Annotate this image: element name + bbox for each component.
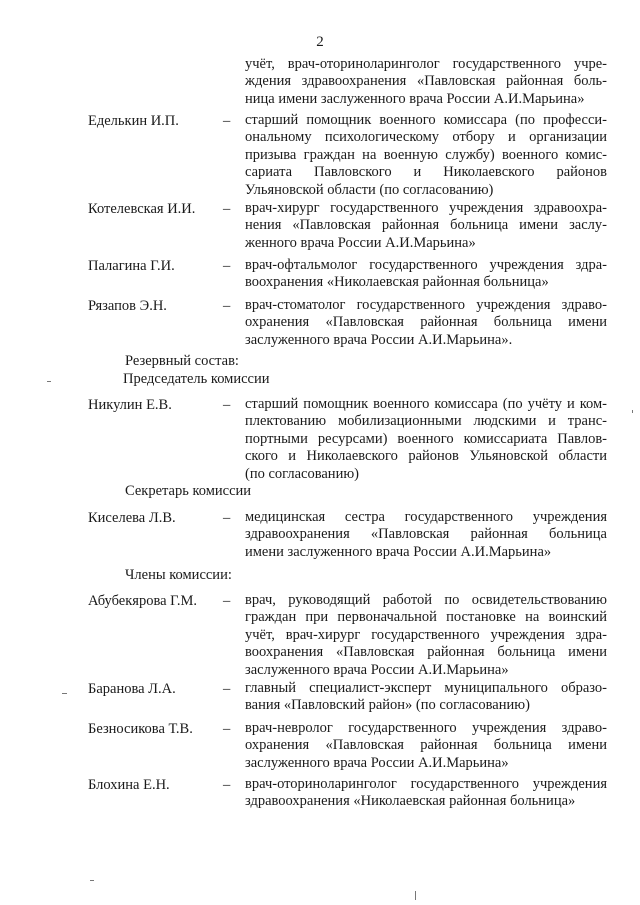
description-line: сариата Павловского и Николаевского районов	[245, 164, 607, 181]
member-description	[245, 257, 607, 292]
secretary-heading: Секретарь комиссии	[125, 483, 252, 499]
members-heading: Члены комиссии:	[125, 567, 232, 583]
description-line: врач-стоматолог государственного учреждения здраво-	[245, 297, 607, 313]
dash-separator: –	[223, 397, 231, 413]
description-line: главный специалист-эксперт муниципального образо-	[245, 680, 607, 696]
reserve-heading: Резервный состав:	[125, 353, 239, 369]
member-name: Блохина Е.Н.	[88, 777, 170, 793]
description-line: ница имени заслуженного врача России А.И.Марьина»	[245, 90, 585, 107]
description-line: старший помощник военного комиссара (по професси-	[245, 112, 607, 128]
member-description	[245, 680, 607, 715]
dash-separator: –	[223, 593, 231, 609]
dash-separator: –	[223, 510, 231, 526]
description-line: здравоохранения «Павловская районная больница	[245, 526, 607, 543]
description-line: учёт, врач-оториноларинголог государственного учре-	[245, 56, 607, 72]
member-name: Рязапов Э.Н.	[88, 298, 167, 314]
dash-separator: –	[223, 777, 231, 793]
scan-speck	[632, 410, 633, 413]
description-line: воохранения «Николаевская районная больница»	[245, 274, 549, 291]
description-line: воохранения «Павловская районная больница имени	[245, 644, 607, 661]
dash-separator: –	[223, 201, 231, 217]
member-name: Безносикова Т.В.	[88, 721, 193, 737]
description-line: медицинская сестра государственного учреждения	[245, 509, 607, 525]
member-name: Баранова Л.А.	[88, 681, 176, 697]
description-line: нения «Павловская районная больница имени заслу-	[245, 217, 607, 234]
description-line: плектованию мобилизационными людскими и транс-	[245, 413, 607, 430]
description-line: заслуженного врача России А.И.Марьина»	[245, 754, 509, 771]
description-line: врач-хирург государственного учреждения здравоохра-	[245, 200, 607, 216]
member-name: Котелевская И.И.	[88, 201, 196, 217]
description-line: портными ресурсами) военного комиссариата Павлов-	[245, 430, 607, 447]
member-description	[245, 297, 607, 349]
member-name: Еделькин И.П.	[88, 113, 179, 129]
description-line: учёт, врач-хирург государственного учреждения здра-	[245, 626, 607, 643]
page-number: 2	[316, 34, 324, 50]
chair-heading: Председатель комиссии	[123, 371, 270, 387]
dash-separator: –	[223, 298, 231, 314]
description-line: ского и Николаевского районов Ульяновской области	[245, 448, 607, 465]
member-description	[245, 720, 607, 772]
member-name: Палагина Г.И.	[88, 258, 175, 274]
description-line: вания «Павловский район» (по согласованию)	[245, 697, 530, 714]
description-line: врач-невролог государственного учреждения здраво-	[245, 720, 607, 736]
member-description	[245, 592, 607, 679]
member-name: Абубекярова Г.М.	[88, 593, 198, 609]
member-description	[245, 200, 607, 252]
description-line: здравоохранения «Николаевская районная больница»	[245, 793, 576, 810]
continued-description	[245, 56, 607, 108]
scan-speck	[62, 693, 67, 694]
description-line: заслуженного врача России А.И.Марьина».	[245, 331, 513, 348]
description-line: ждения здравоохранения «Павловская районная боль-	[245, 73, 607, 90]
dash-separator: –	[223, 681, 231, 697]
description-line: врач-офтальмолог государственного учреждения здра-	[245, 257, 607, 273]
member-description	[245, 776, 607, 811]
dash-separator: –	[223, 721, 231, 737]
description-line: граждан при первоначальной постановке на воинский	[245, 609, 607, 626]
description-line: заслуженного врача России А.И.Марьина»	[245, 661, 509, 678]
member-name: Киселева Л.В.	[88, 510, 176, 526]
member-description	[245, 396, 607, 483]
description-line: охранения «Павловская районная больница имени	[245, 737, 607, 754]
description-line: женного врача России А.И.Марьина»	[245, 234, 476, 251]
description-line: Ульяновской области (по согласованию)	[245, 181, 494, 198]
scan-speck	[90, 880, 94, 881]
scan-speck	[47, 381, 51, 382]
member-description	[245, 509, 607, 561]
description-line: призыва граждан на военную службу) военного комис-	[245, 146, 607, 163]
member-name: Никулин Е.В.	[88, 397, 172, 413]
description-line: ональному психологическому отбору и организации	[245, 129, 607, 146]
description-line: старший помощник военного комиссара (по учёту и ком-	[245, 396, 607, 412]
member-description	[245, 112, 607, 199]
description-line: (по согласованию)	[245, 465, 359, 482]
description-line: врач-оториноларинголог государственного учреждения	[245, 776, 607, 792]
dash-separator: –	[223, 113, 231, 129]
dash-separator: –	[223, 258, 231, 274]
description-line: врач, руководящий работой по освидетельствованию	[245, 592, 607, 608]
scan-speck	[415, 891, 416, 900]
description-line: имени заслуженного врача России А.И.Марьина»	[245, 543, 552, 560]
description-line: охранения «Павловская районная больница имени	[245, 314, 607, 331]
